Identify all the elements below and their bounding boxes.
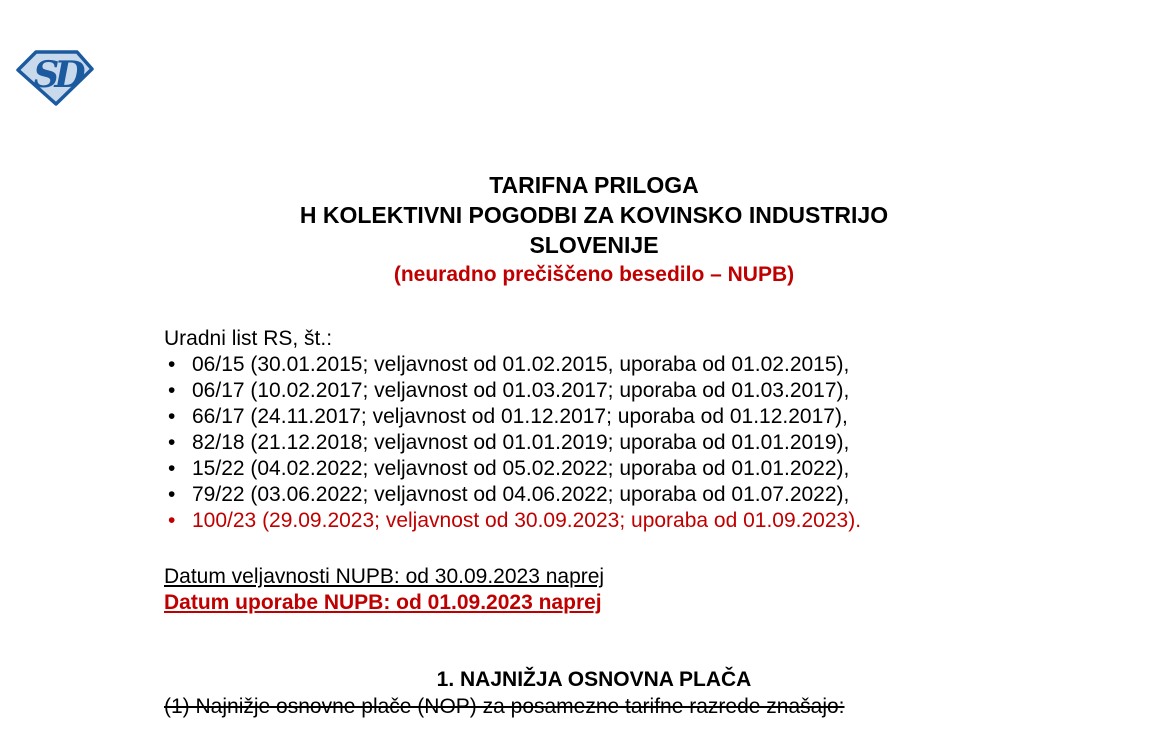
bullet-marker: •	[168, 431, 176, 454]
gazette-item-text: 82/18 (21.12.2018; veljavnost od 01.01.2019; uporaba od 01.01.2019),	[192, 431, 850, 454]
gazette-item-text: 66/17 (24.11.2017; veljavnost od 01.12.2017; uporaba od 01.12.2017),	[192, 405, 848, 428]
bullet-marker: •	[168, 353, 176, 376]
bullet-marker: •	[168, 483, 176, 506]
section-heading: 1. NAJNIŽJA OSNOVNA PLAČA	[436, 668, 752, 691]
title-subtitle: (neuradno prečiščeno besedilo – NUPB)	[393, 263, 795, 286]
gazette-item	[164, 430, 1024, 456]
gazette-item	[164, 352, 1024, 378]
title-line-2: H KOLEKTIVNI POGODBI ZA KOVINSKO INDUSTRIJO	[299, 202, 889, 228]
gazette-item-text: 06/15 (30.01.2015; veljavnost od 01.02.2015, uporaba od 01.02.2015),	[192, 353, 850, 376]
sd-shield-logo-icon	[15, 47, 95, 107]
gazette-item-text: 15/22 (04.02.2022; veljavnost od 05.02.2022; uporaba od 01.01.2022),	[192, 457, 850, 480]
gazette-item-highlighted	[164, 508, 1024, 534]
gazette-item-text: 79/22 (03.06.2022; veljavnost od 04.06.2022; uporaba od 01.07.2022),	[192, 483, 850, 506]
bullet-marker: •	[168, 379, 176, 402]
bullet-marker: •	[168, 405, 176, 428]
logo-letters: SD	[33, 54, 81, 96]
gazette-item-text: 100/23 (29.09.2023; veljavnost od 30.09.2023; uporaba od 01.09.2023).	[192, 509, 862, 532]
gazette-list	[164, 352, 1024, 534]
title-line-3: SLOVENIJE	[529, 232, 659, 258]
gazette-item-text: 06/17 (10.02.2017; veljavnost od 01.03.2017; uporaba od 01.03.2017),	[192, 379, 850, 402]
title-line-1: TARIFNA PRILOGA	[489, 172, 699, 198]
validity-application-line: Datum uporabe NUPB: od 01.09.2023 naprej	[164, 591, 602, 614]
bullet-marker: •	[168, 457, 176, 480]
bullet-marker: •	[168, 509, 176, 532]
document-page	[164, 170, 1024, 720]
validity-effective-line: Datum veljavnosti NUPB: od 30.09.2023 naprej	[164, 565, 605, 588]
gazette-item	[164, 378, 1024, 404]
gazette-item	[164, 456, 1024, 482]
gazette-item	[164, 404, 1024, 430]
gazette-intro: Uradni list RS, št.:	[164, 327, 333, 350]
validity-block	[164, 564, 1024, 616]
sd-shield-icon	[15, 47, 95, 107]
section-paragraph: (1) Najnižje osnovne plače (NOP) za posamezne tarifne razrede znašajo:	[164, 695, 845, 718]
gazette-item	[164, 482, 1024, 508]
